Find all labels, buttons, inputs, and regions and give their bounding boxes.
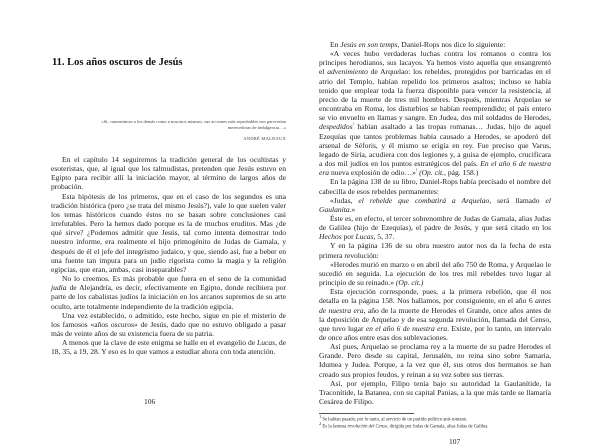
paragraph bbox=[319, 379, 551, 406]
text-run: .» bbox=[349, 204, 356, 214]
paragraph bbox=[319, 241, 551, 259]
footnote-reference: ¹ bbox=[352, 121, 354, 127]
paragraph bbox=[51, 192, 286, 274]
text-run: . Existe, por lo tanto, un intervalo de once años entre esas dos sublevaciones. bbox=[319, 323, 552, 342]
text-run: , de 18, 35, a 19, 28. Y eso es lo que vamos a estudiar ahora con toda atención. bbox=[51, 338, 286, 357]
paragraph bbox=[51, 311, 286, 338]
text-run: en el año 6 de nuestra era bbox=[365, 323, 448, 333]
left-page bbox=[0, 0, 300, 426]
chapter-title: 11. Los años oscuros de Jesús bbox=[52, 57, 183, 68]
footnote-italic-text: revolución del Censo bbox=[347, 424, 388, 430]
text-run: despedidos bbox=[319, 122, 353, 132]
page-number: 107 bbox=[449, 437, 461, 446]
footnote-text: , dirigida por Judas de Gamala, alias Judas de Galilea. bbox=[387, 424, 489, 430]
epigraph: «Si, consentimos a los demás como a nosotros mismos, sus acciones más reprobables nos parecerían merecedoras de indulgencia…» bbox=[101, 119, 286, 130]
text-run: antes de nuestra era bbox=[319, 296, 551, 315]
text-run: , 5, 37. bbox=[373, 232, 395, 242]
footnote-text: Se habían pasado, por lo tanto, al servicio de un partido político anti-romano. bbox=[322, 417, 468, 423]
text-run: , será llamado bbox=[489, 195, 546, 205]
text-run: «A veces hubo verdaderas luchas contra los romanos o contra los príncipes herodianos, sus lacayos. Ya hemos visto aquella que ensangrentó el bbox=[319, 49, 551, 77]
paragraph bbox=[51, 274, 286, 311]
text-run: nueva explosión de odio…» bbox=[329, 168, 416, 178]
text-run: No lo creemos. Es más probable que fuera en el seno de la comunidad bbox=[62, 274, 286, 284]
text-run: Una vez establecido, o admitido, este hecho, sigue en pie el misterio de los famosos «años oscuros» de Jesús, dado que no estuvo obligado a pasar más de veinte años de su existencia fuera de su patria. bbox=[51, 310, 286, 338]
footnote-text: Es la famosa bbox=[322, 424, 348, 430]
footnote-mark: 1 bbox=[319, 414, 322, 420]
text-run: «Herodes murió en marzo o en abril del año 750 de Roma, y Arquelao le sucedió en seguida. La ejecución de los tres mil rebeldes tuvo lugar al principio de su reinado.» bbox=[319, 259, 551, 288]
text-run: de Alejandría, es decir, efectivamente en Egipto, donde recibiera por parte de los cabalistas judíos la iniciación en los arcanos supremos de su arte oculto, arte totalmente independiente de la tradición egipcia. bbox=[51, 283, 286, 311]
paragraph bbox=[319, 49, 551, 177]
text-run: Hechos bbox=[319, 232, 342, 242]
text-run: de Arquelao: los rebeldes, protegidos por barricadas en el atrio del Templo, habían repelido los primeros asaltos; incluso se había tenido que emplear toda la fuerza disponible para vencer la resistencia, al precio de la muerte de tres mil hombres. Después, mientras Arquelao se encontraba en Roma, los disturbios se habían reemprendido; el país entero se vio envuelto en llamas y sangre. En Judea, dos mil soldados de Herodes, bbox=[319, 67, 551, 123]
text-run: (Op. cit.) bbox=[395, 278, 424, 288]
text-run: Y en la página 136 de su obra nuestro autor nos da la fecha de esta primera revolución: bbox=[319, 241, 551, 260]
text-run: Éste es, en efecto, el tercer sobrenombre de Judas de Gamala, alias Judas de Galilea (hijo de Ezequías), el padre de Jesús, y que será citado en los bbox=[319, 213, 551, 233]
paragraph bbox=[51, 338, 286, 356]
text-run: advenimiento bbox=[327, 67, 368, 77]
paragraph bbox=[319, 342, 551, 379]
right-page-column bbox=[319, 40, 551, 446]
footnote-mark: 2 bbox=[319, 421, 322, 427]
text-run: En el capítulo 14 seguiremos la tradición general de los ocultistas y esoteristas, que, al igual que los talmudistas, pretenden que Jesús estuvo en Egipto para recibir allí la iniciación mayor, al término de largos años de probación. bbox=[51, 155, 286, 192]
paragraph bbox=[319, 287, 551, 342]
paragraph bbox=[51, 155, 286, 192]
text-run: Lucas bbox=[257, 338, 276, 348]
right-page bbox=[300, 0, 600, 446]
text-run: Esta hipótesis de los primeros, que en el caso de los segundos es una tradición histórica (pero ¿se trata del mismo Jesús?), vale lo que suelen valer los temas históricos cuando éstos no se basan sobre conclusiones casi irrefutables. Pero la hemos dado porque es la de muchos eruditos. Mas ¿de qué sirve? ¿Podemos admitir que Jesús, tal como intenta demostrar todo nuestro informe, era realmente el hijo primogénito de Judas de Gamala, y después de él el jefe del integrismo judaico, y que, siendo así, fue a beber en una fuente tan impura para un judío rigorista como la magia y la religión egipcias, que eran, ambas, casi inseparables? bbox=[51, 191, 286, 274]
text-run: En el año 6 de nuestra era bbox=[319, 159, 551, 178]
text-run: , pág. 158.) bbox=[444, 168, 479, 178]
text-run: por bbox=[341, 232, 356, 242]
text-run: A menos que la clave de este enigma se halle en el evangelio de bbox=[62, 338, 258, 348]
text-run: En bbox=[330, 40, 341, 49]
paragraph bbox=[319, 177, 551, 195]
text-run: Así, por ejemplo, Filipo tenía bajo su autoridad la Gaulanítide, la Traconítide, la Batanea, con su capital Panias, a la que más tarde se llamaría Cesárea de Filipo. bbox=[319, 378, 551, 407]
epigraph-author: ANDRÉ MALRAUX bbox=[243, 136, 286, 141]
right-body-text bbox=[319, 40, 551, 406]
text-run: Jesús en son temps bbox=[340, 40, 398, 49]
text-run: el Gaulanita bbox=[319, 195, 551, 214]
footnote-reference: ² bbox=[415, 167, 418, 173]
footnote-2 bbox=[319, 421, 559, 431]
text-run: judía bbox=[51, 283, 67, 293]
text-run: Lucas bbox=[355, 232, 374, 242]
text-run: En la página 138 de su libro, Daniel-Rops había precisado el nombre del cabecilla de esos rebeldes permanentes: bbox=[319, 177, 551, 196]
text-run: «Judas, bbox=[330, 195, 359, 205]
page-number: 106 bbox=[144, 397, 156, 406]
left-body-text bbox=[51, 155, 286, 356]
paragraph bbox=[319, 196, 551, 214]
footnote-divider bbox=[319, 413, 414, 414]
text-run: , Daniel-Rops nos dice lo siguiente: bbox=[397, 40, 506, 49]
text-run: Esta ejecución corresponde, pues, a la primera rebelión, que él nos detalla en la página 158. Nos hallamos, por consiguiente, en el año 6 bbox=[319, 287, 551, 306]
text-run: el rebelde que combatirá a Arquelao bbox=[358, 195, 490, 205]
text-run: habían asaltado a las tropas romanas… Judas, hijo de aquel Ezequías que tantos problemas había causado a Herodes, se apoderó del arsenal de Séforis, y él mismo se erigía en rey. Fue preciso que Varus, legado de Siria, acudiera con dos legiones y, a guisa de ejemplo, crucificara a dos mil judíos en los puntos estratégicos del país. bbox=[319, 122, 551, 169]
text-run: , año de la muerte de Herodes el Grande, once años antes de la deposición de Arquelao y de esa segunda revolución, llamada del Censo, que tuvo lugar bbox=[319, 305, 551, 333]
paragraph bbox=[319, 40, 551, 49]
text-run: Así pues, Arquelao se proclama rey a la muerte de su padre Herodes el Grande. Pero desde su capital, Jerusalén, no reina sino sobre Samaria, Idumea y Judea. Porque, a la vez que él, sus otros dos hermanos se han creado sus propios feudos, y reinan a su vez sobre sus tierras. bbox=[319, 342, 551, 379]
text-run: (Op. cit. bbox=[419, 168, 445, 178]
paragraph bbox=[319, 260, 551, 287]
paragraph bbox=[319, 214, 551, 241]
left-page-column bbox=[51, 56, 286, 406]
